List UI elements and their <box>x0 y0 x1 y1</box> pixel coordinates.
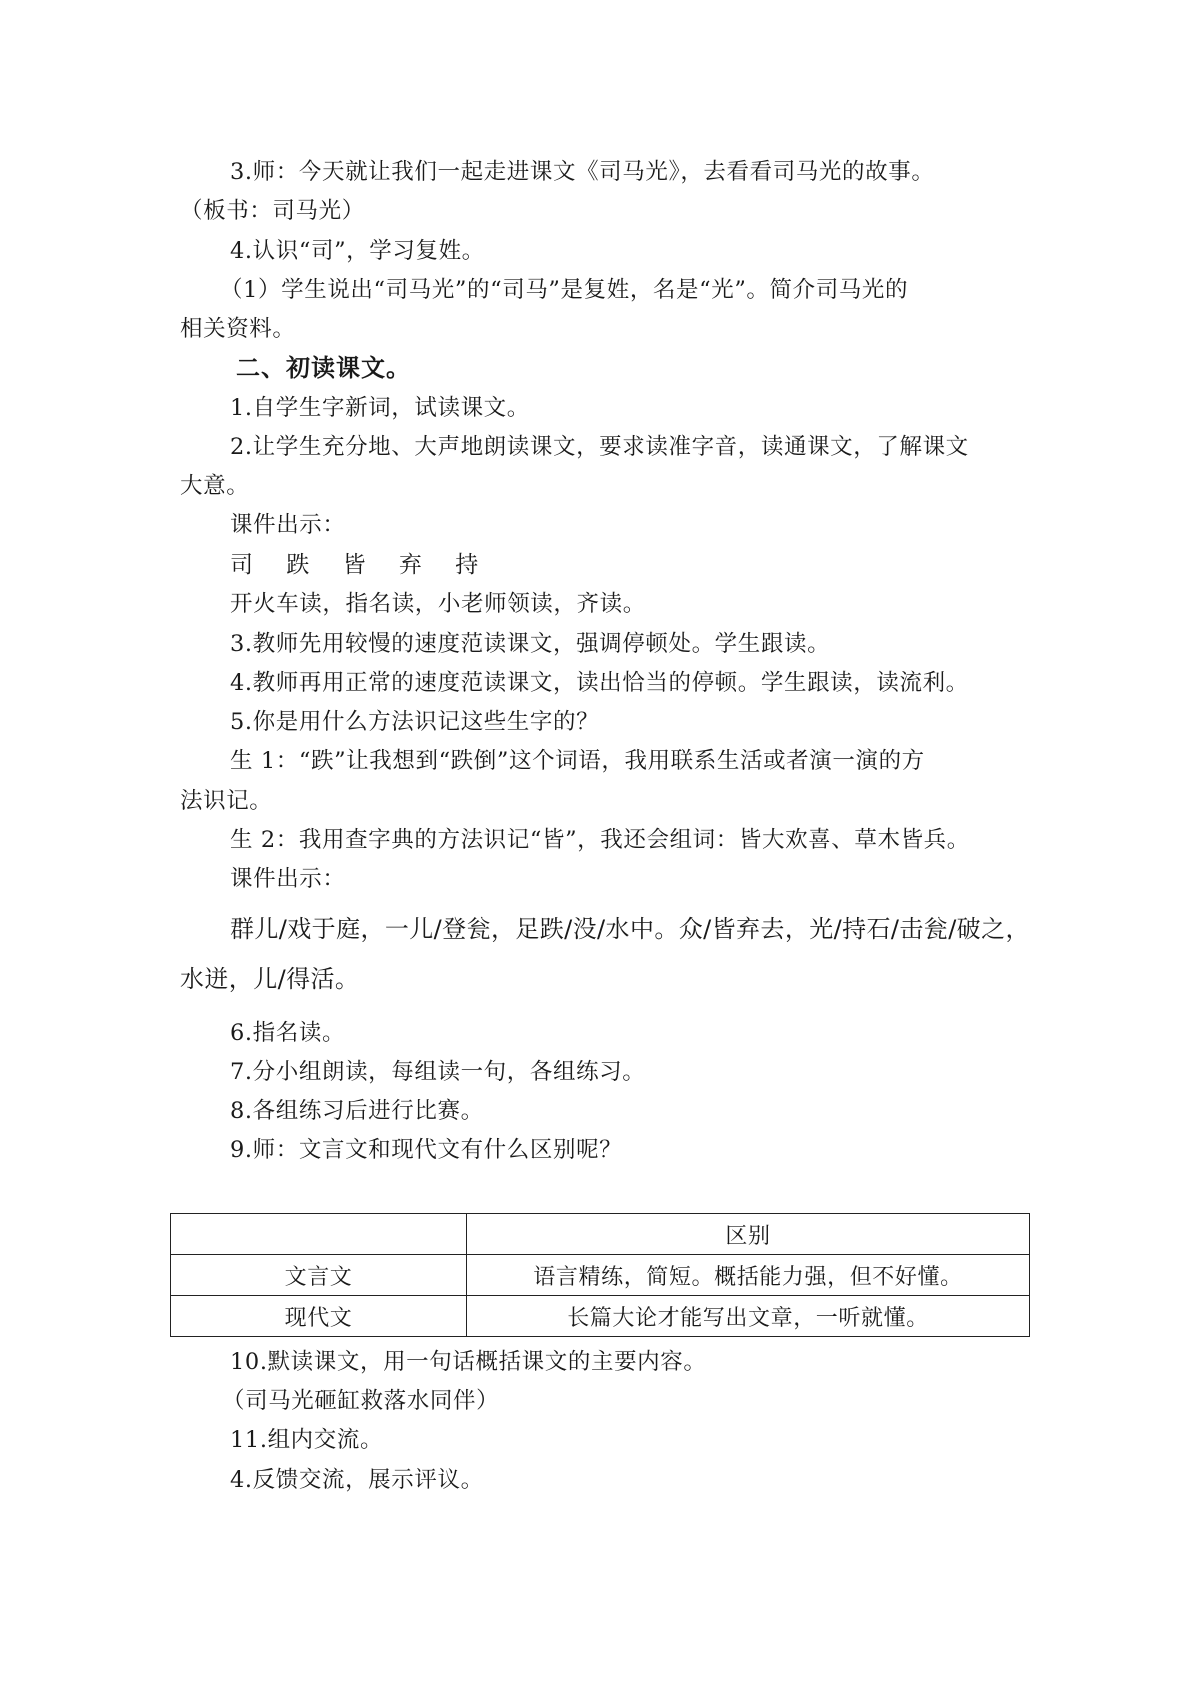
paragraph-line: （司马光砸缸救落水同伴） <box>222 1388 500 1414</box>
classical-text-line: 水迸，儿/得活。 <box>180 965 360 993</box>
paragraph-line: 相关资料。 <box>180 316 296 342</box>
paragraph-line: 11.组内交流。 <box>230 1427 384 1453</box>
table-header-cell <box>171 1214 467 1255</box>
paragraph-line: 3.教师先用较慢的速度范读课文，强调停顿处。学生跟读。 <box>230 631 831 657</box>
paragraph-line: 大意。 <box>180 473 250 499</box>
table-header-row <box>171 1214 1030 1255</box>
section-heading: 二、初读课文。 <box>236 354 411 382</box>
classical-text-line: 群儿/戏于庭，一儿/登瓮，足跌/没/水中。众/皆弃去，光/持石/击瓮/破之， <box>230 915 1030 943</box>
paragraph-line: 2.让学生充分地、大声地朗读课文，要求读准字音，读通课文，了解课文 <box>230 434 969 460</box>
paragraph-line: 9.师：文言文和现代文有什么区别呢？ <box>230 1137 623 1163</box>
paragraph-line: 4.认识“司”，学习复姓。 <box>230 238 485 264</box>
paragraph-line: 法识记。 <box>180 788 273 814</box>
table-row <box>171 1255 1030 1296</box>
table-cell: 现代文 <box>171 1296 467 1337</box>
paragraph-line: 10.默读课文，用一句话概括课文的主要内容。 <box>230 1349 707 1375</box>
paragraph-line: 4.教师再用正常的速度范读课文，读出恰当的停顿。学生跟读，读流利。 <box>230 670 969 696</box>
paragraph-line: 5.你是用什么方法识记这些生字的？ <box>230 709 600 735</box>
paragraph-line: 6.指名读。 <box>230 1020 346 1046</box>
paragraph-line: 4.反馈交流，展示评议。 <box>230 1467 484 1493</box>
paragraph-line: （板书：司马光） <box>180 198 365 224</box>
new-characters-line: 司 跌 皆 弃 持 <box>230 552 485 578</box>
paragraph-line: （1）学生说出“司马光”的“司马”是复姓，名是“光”。简介司马光的 <box>220 277 909 303</box>
paragraph-line: 生 2：我用查字典的方法识记“皆”，我还会组词：皆大欢喜、草木皆兵。 <box>230 827 970 853</box>
table-cell: 文言文 <box>171 1255 467 1296</box>
paragraph-line: 课件出示： <box>230 866 346 892</box>
paragraph-line: 生 1：“跌”让我想到“跌倒”这个词语，我用联系生活或者演一演的方 <box>230 748 925 774</box>
paragraph-line: 开火车读，指名读，小老师领读，齐读。 <box>230 591 646 617</box>
table-cell: 语言精练，简短。概括能力强，但不好懂。 <box>467 1255 1030 1296</box>
table-cell: 长篇大论才能写出文章，一听就懂。 <box>467 1296 1030 1337</box>
paragraph-line: 1.自学生字新词，试读课文。 <box>230 395 530 421</box>
paragraph-line: 7.分小组朗读，每组读一句，各组练习。 <box>230 1059 646 1085</box>
paragraph-line: 课件出示： <box>230 512 346 538</box>
comparison-table <box>170 1213 1030 1337</box>
paragraph-line: 8.各组练习后进行比赛。 <box>230 1098 484 1124</box>
paragraph-line: 3.师：今天就让我们一起走进课文《司马光》，去看看司马光的故事。 <box>230 159 935 185</box>
table-row <box>171 1296 1030 1337</box>
table-header-cell: 区别 <box>467 1214 1030 1255</box>
